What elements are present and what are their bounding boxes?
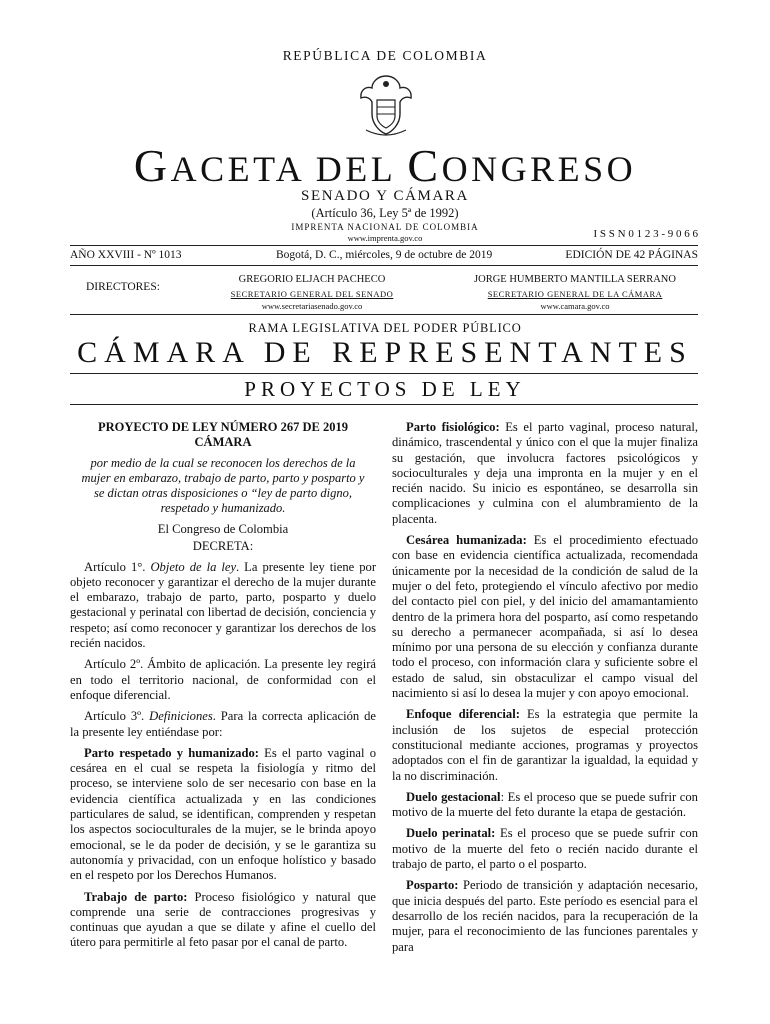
article-2: Artículo 2º. Ámbito de aplicación. La presente ley regirá en todo el territorio nacional, de conformidad con el enfoque diferencial. xyxy=(70,657,376,702)
definition-parto-fisiologico: Parto fisiológico: Es el parto vaginal, proceso natural, dinámico, trascendental y único con el que la mujer finaliza su gestación, que involucra factores psicológicos y socioculturales y deja una impronta en la mujer y en el recién nacido. Su inicio es espontáneo, se desarrolla sin complicaciones y culmina con el alumbramiento de la placenta. xyxy=(392,420,699,526)
house-director-name: JORGE HUMBERTO MANTILLA SERRANO xyxy=(474,274,676,285)
left-column xyxy=(70,420,376,957)
section-rule xyxy=(70,373,698,374)
edition: EDICIÓN DE 42 PÁGINAS xyxy=(565,249,698,261)
definition-trabajo-de-parto: Trabajo de parto: Proceso fisiológico y natural que comprende una serie de contracciones progresivas y continuas que ayudan a que se dilate y afine el cuello del útero para permitirle al feto pasar por el canal de parto. xyxy=(70,889,376,950)
congress-line: El Congreso de Colombia xyxy=(157,522,289,536)
house-director xyxy=(452,274,698,311)
house-director-role: SECRETARIO GENERAL DE LA CÁMARA xyxy=(487,289,663,299)
coat-of-arms-icon xyxy=(358,70,414,140)
definition-duelo-gestacional: Duelo gestacional: Es el proceso que se puede sufrir con motivo de la muerte del feto durante la etapa de gestación. xyxy=(392,789,698,820)
definition-enfoque-diferencial: Enfoque diferencial: Es la estrategia que permite la inclusión de los sujetos de especial protección constitucional mediante acciones, programas y proyectos adoptados con el fin de garantizar la igualdad, la equidad y la no discriminación. xyxy=(392,707,698,783)
branch-heading: RAMA LEGISLATIVA DEL PODER PÚBLICO xyxy=(248,321,522,335)
directors-rule xyxy=(70,314,698,315)
printer-name: IMPRENTA NACIONAL DE COLOMBIA xyxy=(291,222,479,232)
senate-director-name: GREGORIO ELJACH PACHECO xyxy=(238,274,386,285)
issn: I S S N 0 1 2 3 - 9 0 6 6 xyxy=(593,228,698,240)
republic-line: REPÚBLICA DE COLOMBIA xyxy=(282,48,488,63)
bill-subtitle: por medio de la cual se reconocen los derechos de la mujer en embarazo, trabajo de parto, parto y posparto y se dictan otras disposiciones o “ley de parto digno, respetado y humanizado. xyxy=(81,456,365,515)
gazette-title: GACETA DEL CONGRESO xyxy=(133,140,637,191)
definition-cesarea-humanizada: Cesárea humanizada: Es el procedimiento efectuado con base en evidencia científica actualizada, recomendada únicamente por la necesidad de la condición de salud de la mujer o del feto, protegiendo el vínculo afectivo por medio del contacto piel con piel, y del inicio del amamantamiento dentro de la primera hora del posparto, así como respetando su derecho a permanecer acompañada, si así lo desea mínimo por una persona de su elección y confianza durante todo el proceso, con información clara y suficiente sobre el estado de salud, sin obstaculizar el campo visual del nacimiento si así lo desea la mujer y con apoyo emocional. xyxy=(392,533,698,701)
senate-director-role: SECRETARIO GENERAL DEL SENADO xyxy=(230,289,394,299)
section-underline xyxy=(70,404,698,405)
house-url[interactable]: www.camara.gov.co xyxy=(540,301,610,311)
bill-title: PROYECTO DE LEY NÚMERO 267 DE 2019 CÁMARA xyxy=(97,420,349,449)
article-3: Artículo 3º. Definiciones. Para la correcta aplicación de la presente ley entiéndase por: xyxy=(70,709,376,739)
article-1: Artículo 1°. Objeto de la ley. La presente ley tiene por objeto reconocer y garantizar el derecho de la mujer durante el embarazo, trabajo de parto, parto, posparto y duelo gestacional y perinatal con libertad de decisión, conciencia y respeto; así como reconocer y garantizar los derechos de los recién nacidos. xyxy=(70,559,377,651)
chamber-heading: CÁMARA DE REPRESENTANTES xyxy=(77,336,693,369)
top-rule xyxy=(70,245,698,246)
law-reference: (Artículo 36, Ley 5ª de 1992) xyxy=(311,206,459,220)
directors-label: DIRECTORES: xyxy=(86,281,160,293)
definition-duelo-perinatal: Duelo perinatal: Es el proceso que se puede sufrir con motivo de la muerte del feto o recién nacido durante el trabajo de parto, el parto o el posparto. xyxy=(392,826,698,872)
definition-parto-respetado: Parto respetado y humanizado: Es el parto vaginal o cesárea en el cual se respeta la fisiología y ritmo del proceso, se interviene solo de ser necesario con base en la evidencia científica actualizada y en las condiciones particulares de salud, se identifican, comprenden y respetan los aspectos socioculturales de la mujer, se le brinda apoyo emocional, se le da poder de decisión, y se le garantiza su autonomía y privacidad, con un enfoque holístico y basado en el respeto por los Derechos Humanos. xyxy=(70,745,376,883)
definition-posparto: Posparto: Periodo de transición y adaptación necesario, que inicia después del parto. Este período es esencial para el desarrollo de los recién nacidos, para la recuperación de la mujer, para el reconocimiento de las funciones parentales y para xyxy=(392,878,698,954)
issue-number: AÑO XXVIII - Nº 1013 xyxy=(70,249,182,261)
right-column xyxy=(392,420,698,961)
section-heading: PROYECTOS DE LEY xyxy=(244,377,526,401)
chamber-line: SENADO Y CÁMARA xyxy=(301,188,469,204)
printer-url[interactable]: www.imprenta.gov.co xyxy=(347,233,423,243)
issue-date: Bogotá, D. C., miércoles, 9 de octubre de 2019 xyxy=(276,249,493,261)
issue-rule xyxy=(70,265,698,266)
senate-url[interactable]: www.secretariasenado.gov.co xyxy=(261,301,363,311)
decrees-line: DECRETA: xyxy=(192,539,254,554)
senate-director xyxy=(218,274,406,311)
